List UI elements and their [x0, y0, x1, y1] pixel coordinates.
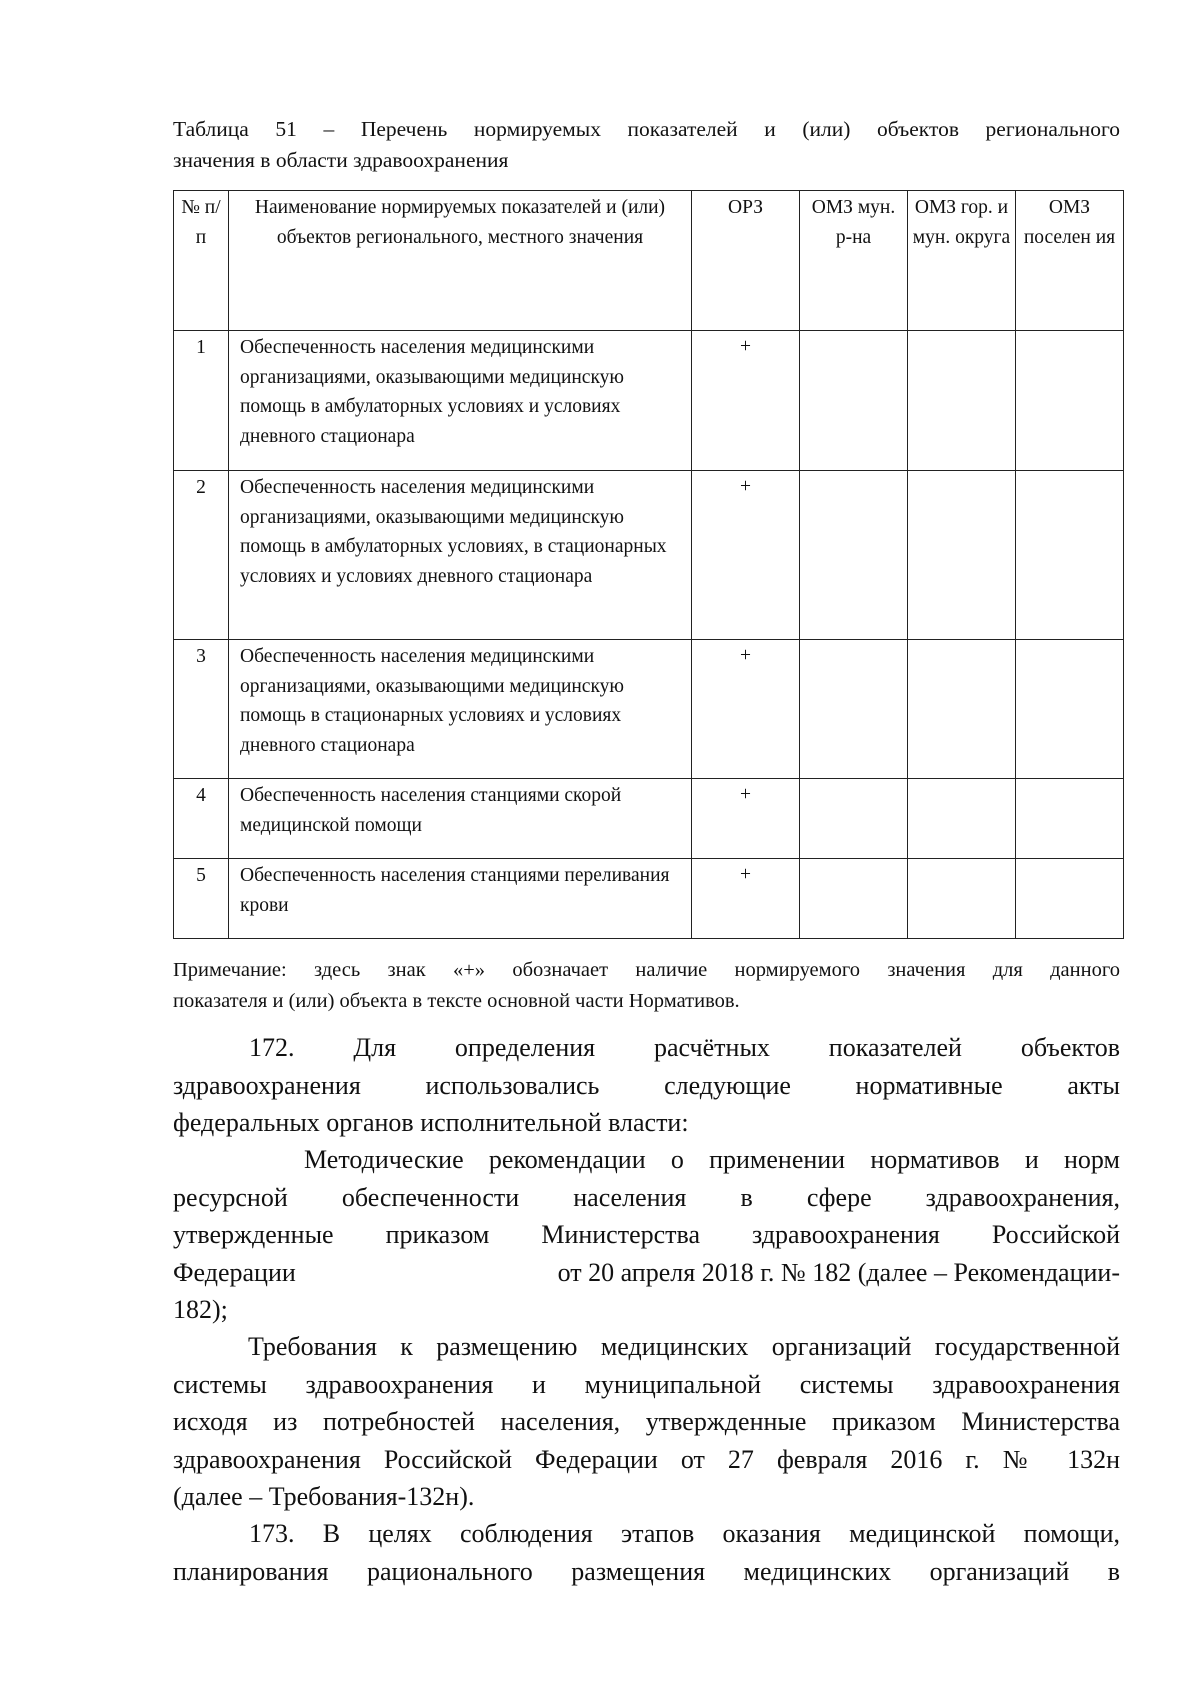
paragraph-line: 182); [173, 1295, 228, 1324]
omz-mun-rn-cell [800, 640, 908, 779]
table-row [174, 779, 1124, 859]
paragraph-line: федеральных органов исполнительной власти: [173, 1108, 689, 1137]
paragraph-line: исходя из потребностей населения, утвержденные приказом Министерства [173, 1407, 1120, 1436]
table-note [173, 955, 1120, 1017]
omz-pos-cell [1016, 331, 1124, 471]
paragraph-line: Требования к размещению медицинских организаций государственной [248, 1332, 1120, 1361]
header-omz-pos: ОМЗ поселен ия [1016, 191, 1124, 331]
paragraph-line: планирования рационального размещения медицинских организаций в [173, 1556, 1120, 1586]
paragraph-line: 173. В целях соблюдения этапов оказания медицинской помощи, [249, 1519, 1120, 1548]
indicator-name: Обеспеченность населения медицинскими организациями, оказывающими медицинскую помощь в амбулаторных условиях и условиях дневного стационара [240, 337, 624, 447]
omz-gor-cell [908, 471, 1016, 640]
orz-mark: + [740, 645, 751, 666]
row-number: 3 [196, 646, 206, 667]
note-line: Примечание: здесь знак «+» обозначает наличие нормируемого значения для данного [173, 959, 1120, 981]
header-name: Наименование нормируемых показателей и (или) объектов регионального, местного значения [229, 191, 692, 331]
paragraph-172 [173, 1029, 1120, 1142]
omz-pos-cell [1016, 471, 1124, 640]
table-row [174, 331, 1124, 471]
header-omz-gor: ОМЗ гор. и мун. округа [908, 191, 1016, 331]
paragraph-line: 172. Для определения расчётных показателей объектов [249, 1033, 1120, 1062]
omz-gor-cell [908, 640, 1016, 779]
note-line: показателя и (или) объекта в тексте основной части Нормативов. [173, 990, 740, 1012]
omz-mun-rn-cell [800, 471, 908, 640]
row-number: 1 [196, 337, 206, 358]
omz-gor-cell [908, 779, 1016, 859]
norms-table [173, 190, 1124, 939]
orz-mark: + [740, 476, 751, 497]
orz-mark: + [740, 784, 751, 805]
row-number: 2 [196, 477, 206, 498]
omz-mun-rn-cell [800, 779, 908, 859]
paragraph-methodical-recommendations [173, 1141, 1120, 1329]
paragraph-line: утвержденные приказом Министерства здравоохранения Российской [173, 1220, 1120, 1249]
paragraph-line: от 20 апреля 2018 г. № 182 (далее – Рекомендации- [557, 1257, 1120, 1287]
paragraph-line: здравоохранения Российской Федерации от 27 февраля 2016 г. № 132н [173, 1444, 1120, 1474]
table-header-row [174, 191, 1124, 331]
caption-line: значения в области здравоохранения [173, 148, 509, 172]
indicator-name: Обеспеченность населения станциями скорой медицинской помощи [240, 785, 622, 836]
orz-mark: + [740, 864, 751, 885]
paragraph-line: (далее – Требования-132н). [173, 1482, 475, 1511]
indicator-name: Обеспеченность населения станциями переливания крови [240, 865, 670, 916]
omz-pos-cell [1016, 779, 1124, 859]
header-num: № п/п [174, 191, 229, 331]
paragraph-173 [173, 1515, 1120, 1590]
row-number: 4 [196, 785, 206, 806]
paragraph-line: системы здравоохранения и муниципальной системы здравоохранения [173, 1369, 1120, 1399]
paragraph-line: Федерации [173, 1257, 296, 1287]
indicator-name: Обеспеченность населения медицинскими организациями, оказывающими медицинскую помощь в стационарных условиях и условиях дневного стационара [240, 646, 624, 756]
omz-mun-rn-cell [800, 331, 908, 471]
paragraph-line: Методические рекомендации о применении нормативов и норм [304, 1145, 1120, 1174]
table-row [174, 640, 1124, 779]
header-orz: ОРЗ [692, 191, 800, 331]
orz-mark: + [740, 336, 751, 357]
paragraph-requirements [173, 1328, 1120, 1516]
paragraph-line: ресурсной обеспеченности населения в сфере здравоохранения, [173, 1182, 1120, 1212]
caption-line: Таблица 51 – Перечень нормируемых показателей и (или) объектов регионального [173, 117, 1120, 141]
table-row [174, 859, 1124, 939]
row-number: 5 [196, 865, 206, 886]
omz-gor-cell [908, 859, 1016, 939]
omz-pos-cell [1016, 640, 1124, 779]
omz-pos-cell [1016, 859, 1124, 939]
omz-mun-rn-cell [800, 859, 908, 939]
table-caption [173, 114, 1120, 176]
header-omz-mun-rn: ОМЗ мун. р-на [800, 191, 908, 331]
paragraph-line: здравоохранения использовались следующие нормативные акты [173, 1070, 1120, 1100]
table-row [174, 471, 1124, 640]
indicator-name: Обеспеченность населения медицинскими организациями, оказывающими медицинскую помощь в амбулаторных условиях, в стационарных условиях и условиях дневного стационара [240, 477, 667, 587]
omz-gor-cell [908, 331, 1016, 471]
